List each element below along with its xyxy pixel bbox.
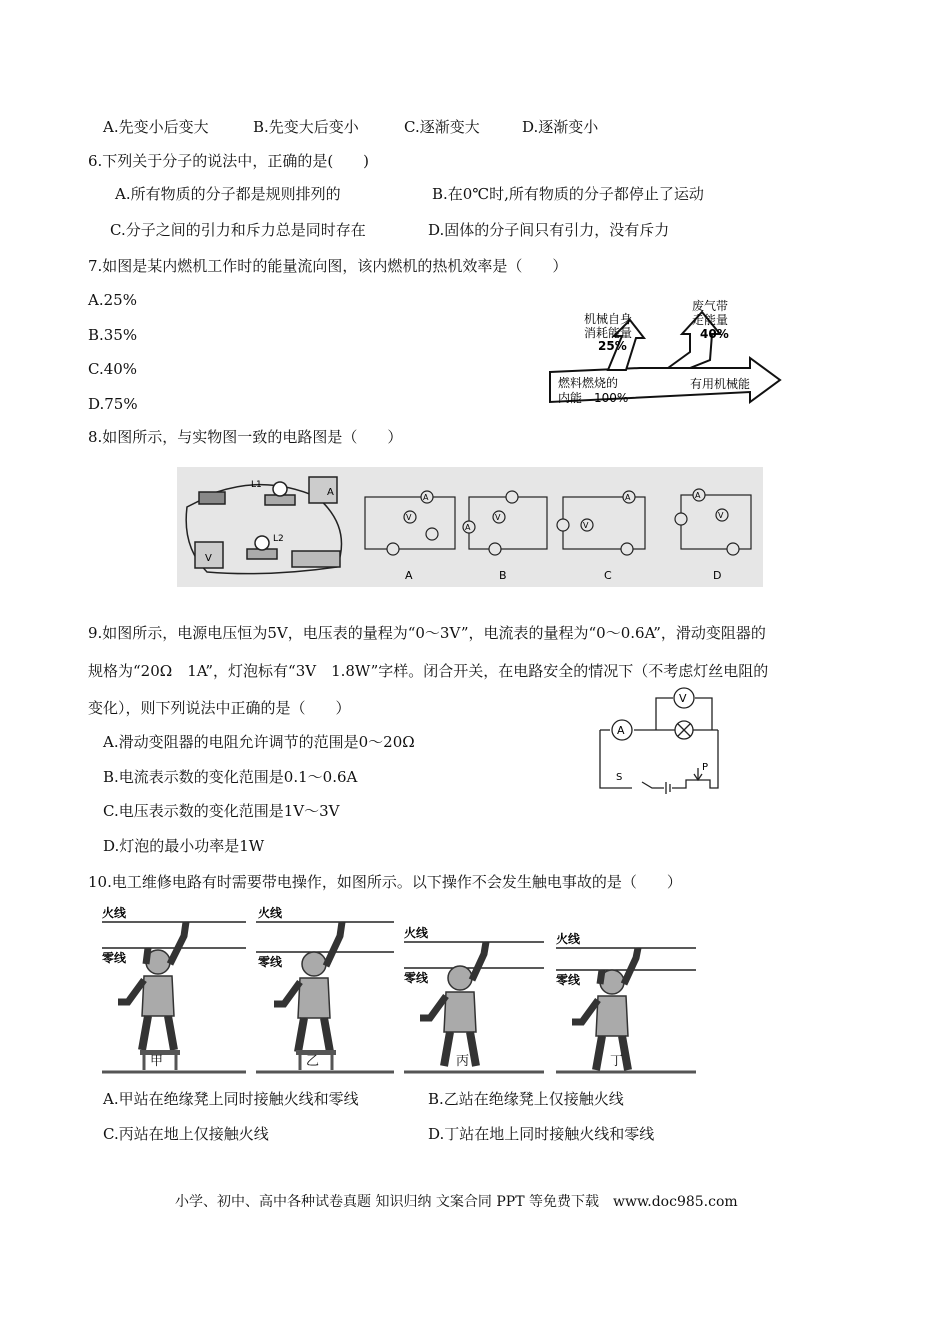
figure-yi	[256, 905, 394, 1072]
energy-input-label-1: 燃料燃烧的	[558, 376, 619, 390]
figure-label-jia: 甲	[150, 1054, 164, 1069]
q9-stem-line-1: 9.如图所示，电源电压恒为5V，电压表的量程为“0～3V”，电流表的量程为“0～0.6A”，滑动变阻器的	[88, 624, 766, 642]
q9-option-d: D.灯泡的最小功率是1W	[103, 837, 265, 855]
q9-ammeter-label: A	[617, 724, 625, 737]
q10-electrician-figure	[96, 900, 736, 1075]
energy-loss2-label-1: 废气带	[692, 299, 729, 313]
q5-option-d: D.逐渐变小	[522, 118, 599, 136]
energy-loss2-label-2: 走能量	[692, 313, 729, 327]
schematic-label-c: C	[604, 569, 612, 582]
q7-option-b: B.35%	[88, 326, 138, 344]
schematic-c-voltmeter: V	[583, 521, 589, 530]
physical-l2-label: L2	[273, 534, 284, 544]
figure-ding	[556, 931, 696, 1072]
energy-output-label: 有用机械能	[690, 377, 751, 391]
energy-loss1-label-2: 消耗能量	[584, 326, 633, 340]
figure-jia-fire-label: 火线	[102, 906, 127, 920]
q10-option-c: C.丙站在地上仅接触火线	[103, 1125, 269, 1143]
q7-stem: 7.如图是某内燃机工作时的能量流向图，该内燃机的热机效率是（ ）	[88, 257, 568, 275]
q6-option-b: B.在0℃时,所有物质的分子都停止了运动	[432, 185, 704, 203]
page-footer: 小学、初中、高中各种试卷真题 知识归纳 文案合同 PPT 等免费下载 www.doc985.com	[175, 1194, 738, 1210]
q5-option-b: B.先变大后变小	[253, 118, 359, 136]
q10-option-a: A.甲站在绝缘凳上同时接触火线和零线	[103, 1090, 359, 1108]
schematic-label-b: B	[499, 569, 507, 582]
q9-slider-label: P	[702, 762, 709, 773]
q7-option-c: C.40%	[88, 360, 138, 378]
figure-yi-neutral-label: 零线	[258, 955, 283, 969]
schematic-b-voltmeter: V	[495, 513, 501, 522]
schematic-a-ammeter: A	[423, 493, 429, 502]
q9-option-a: A.滑动变阻器的电阻允许调节的范围是0～20Ω	[103, 733, 415, 751]
schematic-a-voltmeter: V	[406, 513, 412, 522]
q5-option-c: C.逐渐变大	[404, 118, 480, 136]
energy-loss1-label-1: 机械自身	[584, 312, 633, 326]
q6-option-d: D.固体的分子间只有引力，没有斥力	[428, 221, 670, 239]
schematic-label-d: D	[713, 569, 722, 582]
q6-option-a: A.所有物质的分子都是规则排列的	[115, 185, 341, 203]
figure-ding-fire-label: 火线	[556, 932, 581, 946]
figure-jia	[102, 905, 246, 1072]
q9-stem-line-2: 规格为“20Ω 1A”，灯泡标有“3V 1.8W”字样。闭合开关，在电路安全的情况下（不考虑灯丝电阻的	[88, 662, 769, 680]
figure-jia-neutral-label: 零线	[102, 951, 127, 965]
q9-option-b: B.电流表示数的变化范围是0.1～0.6A	[103, 768, 358, 786]
energy-flow-diagram	[540, 290, 790, 415]
schematic-d-ammeter: A	[695, 491, 701, 500]
figure-yi-fire-label: 火线	[258, 906, 283, 920]
schematic-c-ammeter: A	[625, 493, 631, 502]
energy-loss1-value: 25%	[598, 339, 627, 353]
q7-option-a: A.25%	[88, 291, 137, 309]
energy-loss2-value: 40%	[700, 327, 729, 341]
q8-stem: 8.如图所示，与实物图一致的电路图是（ ）	[88, 428, 403, 446]
physical-voltmeter-label: V	[205, 553, 212, 564]
q9-voltmeter-label: V	[679, 692, 687, 705]
q10-stem: 10.电工维修电路有时需要带电操作，如图所示。以下操作不会发生触电事故的是（ ）	[88, 873, 682, 891]
q9-circuit-diagram	[590, 684, 730, 796]
figure-label-bing: 丙	[456, 1054, 470, 1069]
physical-l1-label: L1	[251, 480, 262, 490]
figure-bing-fire-label: 火线	[404, 926, 429, 940]
figure-label-ding: 丁	[610, 1054, 624, 1069]
q9-stem-line-3: 变化），则下列说法中正确的是（ ）	[88, 699, 351, 717]
q9-option-c: C.电压表示数的变化范围是1V～3V	[103, 802, 340, 820]
figure-bing	[404, 925, 544, 1072]
q10-option-b: B.乙站在绝缘凳上仅接触火线	[428, 1090, 624, 1108]
schematic-label-a: A	[405, 569, 413, 582]
energy-input-label-2: 内能 100%	[558, 391, 629, 405]
figure-bing-neutral-label: 零线	[404, 971, 429, 985]
q9-switch-label: S	[616, 772, 623, 783]
q7-option-d: D.75%	[88, 395, 138, 413]
schematic-b-ammeter: A	[465, 523, 471, 532]
physical-ammeter-label: A	[327, 487, 334, 498]
figure-label-yi: 乙	[306, 1054, 320, 1069]
q5-option-a: A.先变小后变大	[103, 118, 209, 136]
figure-ding-neutral-label: 零线	[556, 973, 581, 987]
circuit-options-figure	[177, 467, 763, 587]
q6-option-c: C.分子之间的引力和斥力总是同时存在	[110, 221, 366, 239]
q10-option-d: D.丁站在地上同时接触火线和零线	[428, 1125, 655, 1143]
schematic-d-voltmeter: V	[718, 511, 724, 520]
q6-stem: 6.下列关于分子的说法中，正确的是( )	[88, 152, 370, 170]
